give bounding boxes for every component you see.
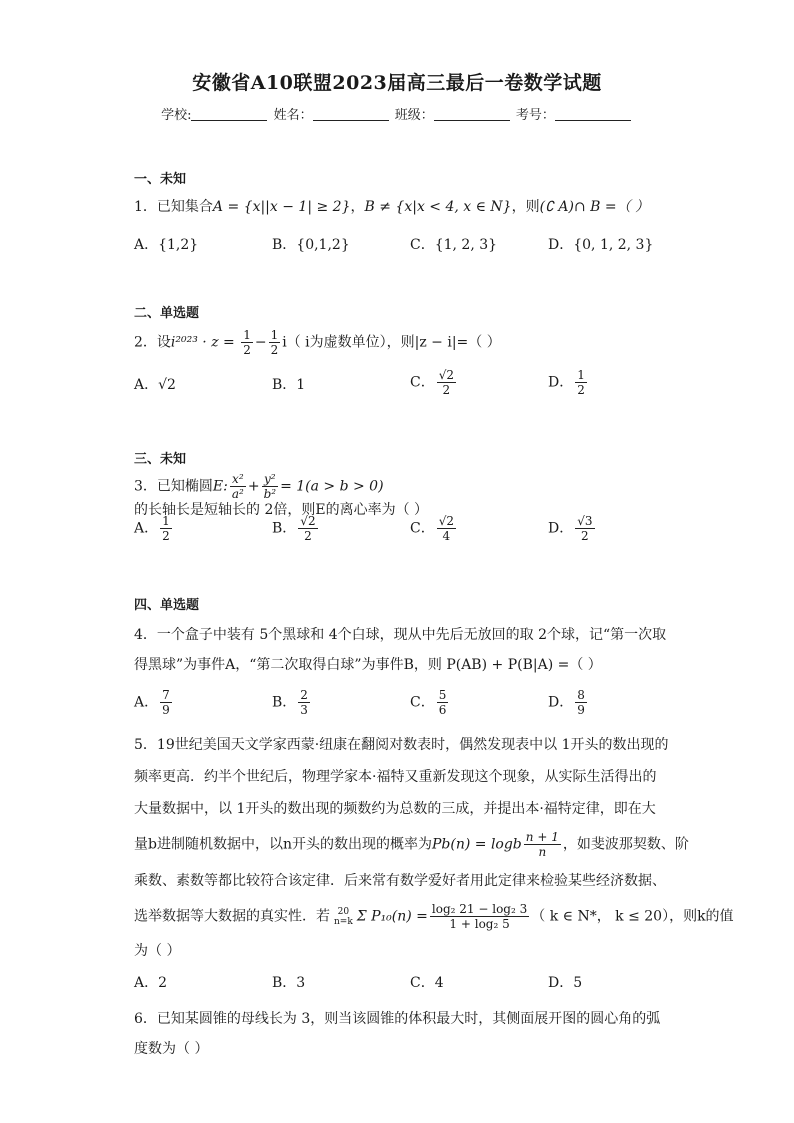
question-text: （ k ∈ N*， k ≤ 20），则k的值 [531,908,734,925]
fraction-numerator: 1 [577,368,585,382]
fraction-denominator: 2 [577,383,585,397]
exam-title: 安徽省A10联盟2023届高三最后一卷数学试题 [192,72,602,94]
option-c[interactable] [410,514,458,543]
fraction-numerator: 7 [162,688,170,702]
sum-limits [332,907,355,927]
class-blank[interactable] [434,107,510,121]
fraction-numerator: 1 [243,328,251,342]
fraction-denominator: n [538,845,547,859]
math-expression: = 1(a > b > 0) [280,478,384,495]
option-a[interactable] [134,688,174,717]
sum-upper-limit: 20 [337,906,350,917]
question-text-line [134,902,734,931]
fraction-denominator: 6 [438,703,447,717]
option-label: D． [548,374,574,391]
fraction-numerator: √2 [300,514,316,528]
fraction [437,688,449,717]
option-b[interactable] [272,514,320,543]
fraction [241,328,253,357]
option-d[interactable] [548,368,589,397]
fraction-numerator: y² [262,472,279,487]
class-label: 班级： [394,108,434,123]
option-label: A． [134,694,159,711]
sum-lower-limit: n=k [334,916,353,927]
section-heading: 二、单选题 [134,306,200,321]
fraction [437,368,456,397]
fraction [298,688,310,717]
fraction [262,472,279,501]
fraction-denominator: 4 [442,529,451,543]
question-text: 大量数据中，以 1开头的数出现的频数约为总数的三成，并提出本·福特定律，即在大 [134,801,656,817]
option-d[interactable] [548,688,589,717]
math-expression: A = {x||x − 1| ≥ 2} [212,199,351,215]
fraction-denominator: 2 [442,383,451,397]
fraction [298,514,317,543]
question-text: ，则 [511,199,540,215]
option-label: A． [134,377,159,393]
question-text: 度数为（ ） [134,1041,209,1057]
fraction-numerator: √3 [577,514,593,528]
option-b[interactable]: B．3 [272,975,306,991]
fraction-denominator: b² [263,487,277,501]
option-label: C． [410,374,435,391]
exam-no-label: 考号： [515,108,555,123]
fraction-numerator: n + 1 [525,830,559,844]
question-text: 6．已知某圆锥的母线长为 3，则当该圆锥的体积最大时，其侧面展开图的圆心角的弧 [134,1011,661,1027]
fraction [430,902,529,931]
fraction-numerator: x² [230,472,246,487]
fraction [160,688,172,717]
exam-no-blank[interactable] [555,107,631,121]
fraction [230,472,246,501]
option-label: A． [134,520,159,537]
option-a[interactable] [134,514,174,543]
student-info-line [0,104,794,123]
option-label: C． [410,694,435,711]
section-heading: 三、未知 [134,452,187,467]
option-c[interactable]: C．{1, 2, 3} [410,237,498,253]
option-value: √2 [158,377,176,393]
option-b[interactable] [272,688,312,717]
school-blank[interactable] [191,107,267,121]
question-text: i（ i为虚数单位），则|z − i|=（ ） [282,334,501,351]
fraction-numerator: 5 [438,688,447,702]
math-expression: (∁ A)∩ B =（ ） [539,199,650,215]
option-a[interactable]: A．2 [134,975,168,991]
fraction-numerator: 1 [270,328,279,342]
fraction-numerator: 8 [577,688,585,702]
options-q4 [134,688,674,718]
options-q3 [134,514,674,544]
math-expression: B ≠ {x|x < 4, x ∈ N} [364,199,512,215]
question-text: 为（ ） [134,943,181,959]
fraction-numerator: log₂ 21 − log₂ 3 [431,902,528,916]
question-text: 1．已知集合 [134,199,213,215]
option-c[interactable] [410,688,450,717]
math-expression: Σ P₁₀(n) = [356,908,428,925]
question-text: 选举数据等大数据的真实性．若 [134,908,330,925]
option-label: B． [272,520,297,537]
option-c[interactable]: C．4 [410,975,444,991]
fraction-numerator: √2 [438,368,454,382]
option-label: D． [548,520,574,537]
fraction [524,830,561,859]
name-blank[interactable] [313,107,389,121]
options-q2 [134,368,674,398]
fraction-numerator: √2 [438,514,454,528]
options-q5 [134,972,674,1002]
math-expression: E: [212,478,228,495]
fraction-numerator: 2 [300,688,308,702]
option-d[interactable]: D．{0, 1, 2, 3} [548,237,654,253]
question-2: 2．设i²⁰²³ · z = $\frac{1}{2}$ − $\frac{1}{2}$ i（ i为虚数单位），则|z − i|=（ ） [134,328,501,357]
question-text: 量b进制随机数据中，以n开头的数出现的概率为 [134,836,432,853]
name-label: 姓名： [273,108,313,123]
option-d[interactable] [548,514,597,543]
fraction [437,514,456,543]
fraction-denominator: 2 [162,529,170,543]
fraction-denominator: 2 [243,343,251,357]
question-text: ，如斐波那契数、阶 [562,836,689,853]
question-text: 5．19世纪美国天文学家西蒙·纽康在翻阅对数表时，偶然发现表中以 1开头的数出现的 [134,737,669,753]
question-text: 乘数、素数等都比较符合该定律．后来常有数学爱好者用此定律来检验某些经济数据、 [134,873,666,889]
question-text: 频率更高．约半个世纪后，物理学家本·福特又重新发现这个现象，从实际生活得出的 [134,769,657,785]
section-heading: 一、未知 [134,172,187,187]
option-label: C． [410,520,435,537]
option-c[interactable] [410,368,458,397]
option-b[interactable]: B．1 [272,377,306,393]
question-text: 的长轴长是短轴长的 2倍，则E的离心率为（ ） [134,502,429,518]
option-d[interactable]: D．5 [548,975,583,991]
option-b[interactable]: B．{0,1,2} [272,237,350,253]
question-text: ， [350,199,365,215]
section-heading: 四、单选题 [134,598,200,613]
question-text: 4．一个盒子中装有 5个黑球和 4个白球，现从中先后无放回的取 2个球，记“第一次取 [134,627,667,643]
fraction [575,514,594,543]
fraction-denominator: 1 + log₂ 5 [449,917,510,931]
question-text: 2．设 [134,334,171,351]
option-label: D． [548,694,574,711]
math-expression: Pb(n) = logb [431,836,522,853]
fraction-denominator: 2 [304,529,312,543]
fraction-denominator: 2 [270,343,279,357]
fraction-denominator: 3 [300,703,308,717]
option-a[interactable]: A．{1,2} [134,237,199,253]
fraction-denominator: 2 [581,529,589,543]
fraction-denominator: 9 [162,703,170,717]
fraction-denominator: a² [231,487,244,501]
question-text: 得黑球”为事件A，“第二次取得白球”为事件B，则 P(AB) + P(B|A) =（ ） [134,657,602,673]
fraction [575,688,587,717]
option-a[interactable] [134,374,176,394]
question-3: 3．已知椭圆E: $\frac{\text{x²}}{\text{a²}}$ + $\frac{\text{y²}}{\text{b²}}$ = 1(a > b > 0)的长轴长是短轴长的 2倍，则E的离心率为（ ） [134,472,429,518]
question-text: 3．已知椭圆 [134,478,213,495]
question-text-line [134,830,689,859]
fraction-numerator: 1 [162,514,170,528]
fraction [269,328,281,357]
options-q1 [134,234,674,264]
question-1 [134,198,674,216]
fraction [575,368,587,397]
option-label: B． [272,694,297,711]
fraction [160,514,172,543]
math-expression: i²⁰²³ · z = [170,334,240,351]
fraction-denominator: 9 [577,703,585,717]
school-label: 学校: [161,108,192,123]
